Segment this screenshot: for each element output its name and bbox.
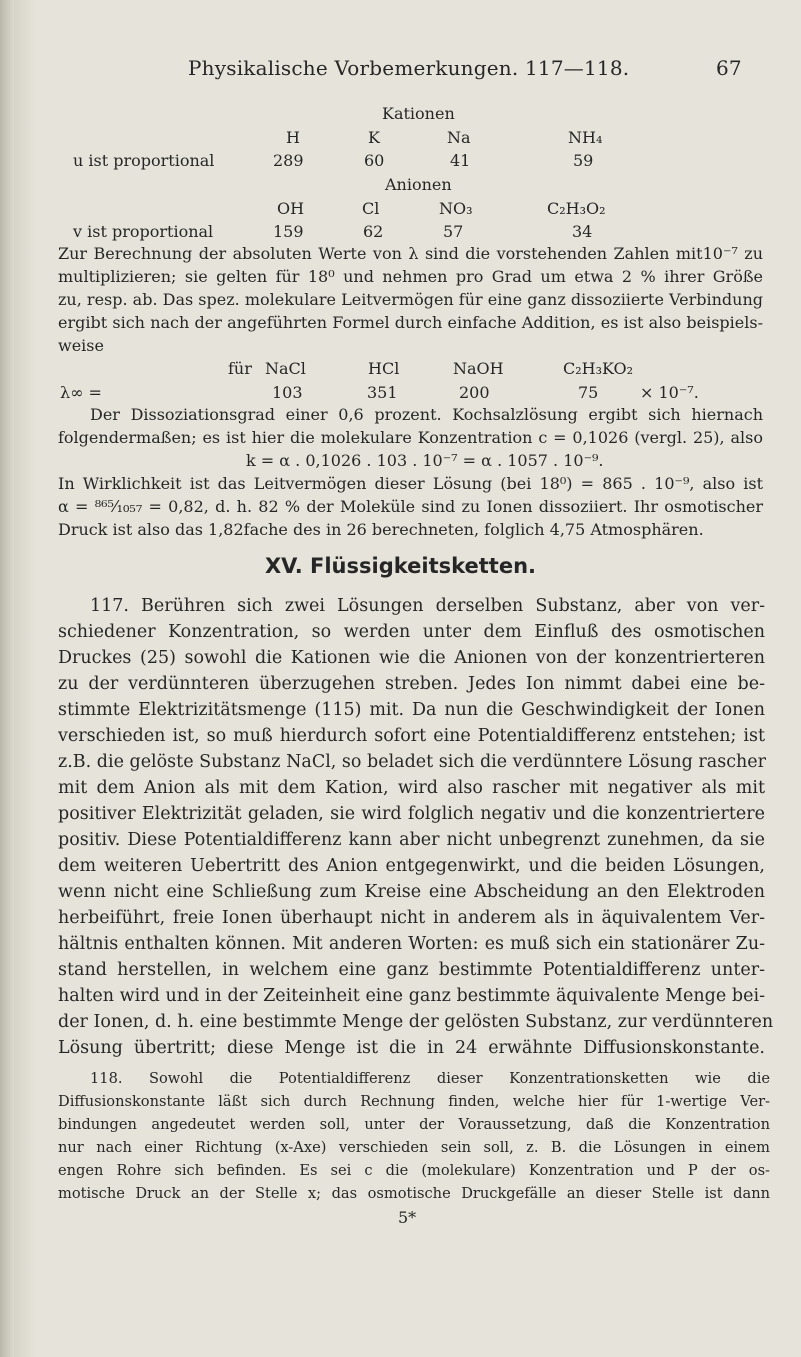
lambda-col-acetate: C₂H₃KO₂ bbox=[563, 359, 634, 378]
kationen-value-na: 41 bbox=[450, 151, 471, 170]
text-line: Der Dissoziationsgrad einer 0,6 prozent. Kochsalzlösung ergibt sich hiernach bbox=[90, 405, 763, 424]
lambda-value-naoh: 200 bbox=[459, 383, 490, 402]
formula-line: k = α . 0,1026 . 103 . 10⁻⁷ = α . 1057 . 10⁻⁹. bbox=[246, 451, 604, 470]
anionen-col-oh: OH bbox=[277, 199, 305, 218]
lambda-prefix: für bbox=[228, 359, 252, 378]
text-line: halten wird und in der Zeiteinheit eine ganz bestimmte äquivalente Menge bei- bbox=[58, 986, 765, 1006]
text-line: Zur Berechnung der absoluten Werte von λ sind die vorstehenden Zahlen mit10⁻⁷ zu bbox=[58, 244, 763, 263]
anionen-col-cl: Cl bbox=[362, 199, 380, 218]
text-line: Druck ist also das 1,82fache des in 26 berechneten, folglich 4,75 Atmosphären. bbox=[58, 520, 704, 539]
kationen-col-na: Na bbox=[447, 128, 471, 147]
lambda-value-hcl: 351 bbox=[367, 383, 398, 402]
page-edge bbox=[0, 0, 14, 1357]
running-title: Physikalische Vorbemerkungen. 117—118. bbox=[188, 56, 630, 80]
text-line: zu, resp. ab. Das spez. molekulare Leitvermögen für eine ganz dissoziierte Verbindung bbox=[58, 290, 763, 309]
binding-gutter bbox=[14, 0, 36, 1357]
text-line: positiver Elektrizität geladen, sie wird folglich negativ und die konzentriertere bbox=[58, 804, 765, 824]
kationen-col-h: H bbox=[286, 128, 300, 147]
text-line: nur nach einer Richtung (x-Axe) verschieden sein soll, z. B. die Lösungen in einem bbox=[58, 1139, 770, 1156]
text-line: motische Druck an der Stelle x; das osmotische Druckgefälle an dieser Stelle ist dann bbox=[58, 1185, 770, 1202]
text-line: folgendermaßen; es ist hier die molekulare Konzentration c = 0,1026 (vergl. 25), also bbox=[58, 428, 763, 447]
kationen-group-label: Kationen bbox=[382, 104, 455, 123]
text-line: hältnis enthalten können. Mit anderen Worten: es muß sich ein stationärer Zu- bbox=[58, 934, 765, 954]
lambda-value-acetate: 75 bbox=[578, 383, 599, 402]
anionen-col-acetate: C₂H₃O₂ bbox=[547, 199, 606, 218]
text-line: Diffusionskonstante läßt sich durch Rechnung finden, welche hier für 1-wertige Ver- bbox=[58, 1093, 770, 1110]
kationen-col-k: K bbox=[368, 128, 380, 147]
text-line: engen Rohre sich befinden. Es sei c die (molekulare) Konzentration und P der os- bbox=[58, 1162, 770, 1179]
lambda-col-hcl: HCl bbox=[368, 359, 400, 378]
text-line: 117. Berühren sich zwei Lösungen derselben Substanz, aber von ver- bbox=[90, 596, 765, 616]
text-line: wenn nicht eine Schließung zum Kreise eine Abscheidung an den Elektroden bbox=[58, 882, 765, 902]
anionen-group-label: Anionen bbox=[385, 175, 452, 194]
text-line: ergibt sich nach der angeführten Formel durch einfache Addition, es ist also beispiels- bbox=[58, 313, 763, 332]
text-line: der Ionen, d. h. eine bestimmte Menge der gelösten Substanz, zur verdünnteren bbox=[58, 1012, 774, 1032]
lambda-value-nacl: 103 bbox=[272, 383, 303, 402]
text-line: zu der verdünnteren überzugehen streben. Jedes Ion nimmt dabei eine be- bbox=[58, 674, 765, 694]
text-line: Druckes (25) sowohl die Kationen wie die Anionen von der konzentrierteren bbox=[58, 648, 765, 668]
text-line: schiedener Konzentration, so werden unter dem Einfluß des osmotischen bbox=[58, 622, 765, 642]
kationen-row-label: u ist proportional bbox=[73, 151, 215, 170]
text-line: multiplizieren; sie gelten für 18⁰ und nehmen pro Grad um etwa 2 % ihrer Größe bbox=[58, 267, 763, 286]
lambda-row-label: λ∞ = bbox=[60, 383, 102, 402]
anionen-value-cl: 62 bbox=[363, 222, 384, 241]
text-line: z.B. die gelöste Substanz NaCl, so beladet sich die verdünntere Lösung rascher bbox=[58, 752, 766, 772]
text-line: mit dem Anion als mit dem Kation, wird also rascher mit negativer als mit bbox=[58, 778, 765, 798]
kationen-value-h: 289 bbox=[273, 151, 304, 170]
text-line: positiv. Diese Potentialdifferenz kann aber nicht unbegrenzt zunehmen, da sie bbox=[58, 830, 765, 850]
lambda-col-nacl: NaCl bbox=[265, 359, 306, 378]
lambda-unit: × 10⁻⁷. bbox=[640, 383, 699, 402]
text-line: Lösung übertritt; diese Menge ist die in 24 erwähnte Diffusionskonstante. bbox=[58, 1038, 765, 1058]
text-line: α = ⁸⁶⁵⁄₁₀₅₇ = 0,82, d. h. 82 % der Moleküle sind zu Ionen dissoziiert. Ihr osmotischer bbox=[58, 497, 763, 516]
text-line: stimmte Elektrizitätsmenge (115) mit. Da nun die Geschwindigkeit der Ionen bbox=[58, 700, 765, 720]
page-number: 67 bbox=[716, 56, 742, 80]
section-heading: XV. Flüssigkeitsketten. bbox=[264, 554, 537, 578]
text-line: herbeiführt, freie Ionen überhaupt nicht in anderem als in äquivalentem Ver- bbox=[58, 908, 765, 928]
anionen-value-oh: 159 bbox=[273, 222, 304, 241]
text-line: weise bbox=[58, 336, 104, 355]
anionen-value-no3: 57 bbox=[443, 222, 464, 241]
kationen-value-nh4: 59 bbox=[573, 151, 594, 170]
kationen-col-nh4: NH₄ bbox=[568, 128, 603, 147]
anionen-col-no3: NO₃ bbox=[439, 199, 473, 218]
anionen-row-label: v ist proportional bbox=[73, 222, 214, 241]
signature-mark: 5* bbox=[398, 1208, 417, 1227]
text-line: dem weiteren Uebertritt des Anion entgegenwirkt, und die beiden Lösungen, bbox=[58, 856, 765, 876]
text-line: bindungen angedeutet werden soll, unter der Voraussetzung, daß die Konzentration bbox=[58, 1116, 770, 1133]
text-line: 118. Sowohl die Potentialdifferenz dieser Konzentrationsketten wie die bbox=[90, 1070, 770, 1087]
text-line: In Wirklichkeit ist das Leitvermögen dieser Lösung (bei 18⁰) = 865 . 10⁻⁹, also ist bbox=[58, 474, 763, 493]
anionen-value-acetate: 34 bbox=[572, 222, 593, 241]
kationen-value-k: 60 bbox=[364, 151, 385, 170]
lambda-col-naoh: NaOH bbox=[453, 359, 504, 378]
text-line: verschieden ist, so muß hierdurch sofort eine Potentialdifferenz entstehen; ist bbox=[58, 726, 765, 746]
text-line: stand herstellen, in welchem eine ganz bestimmte Potentialdifferenz unter- bbox=[58, 960, 765, 980]
